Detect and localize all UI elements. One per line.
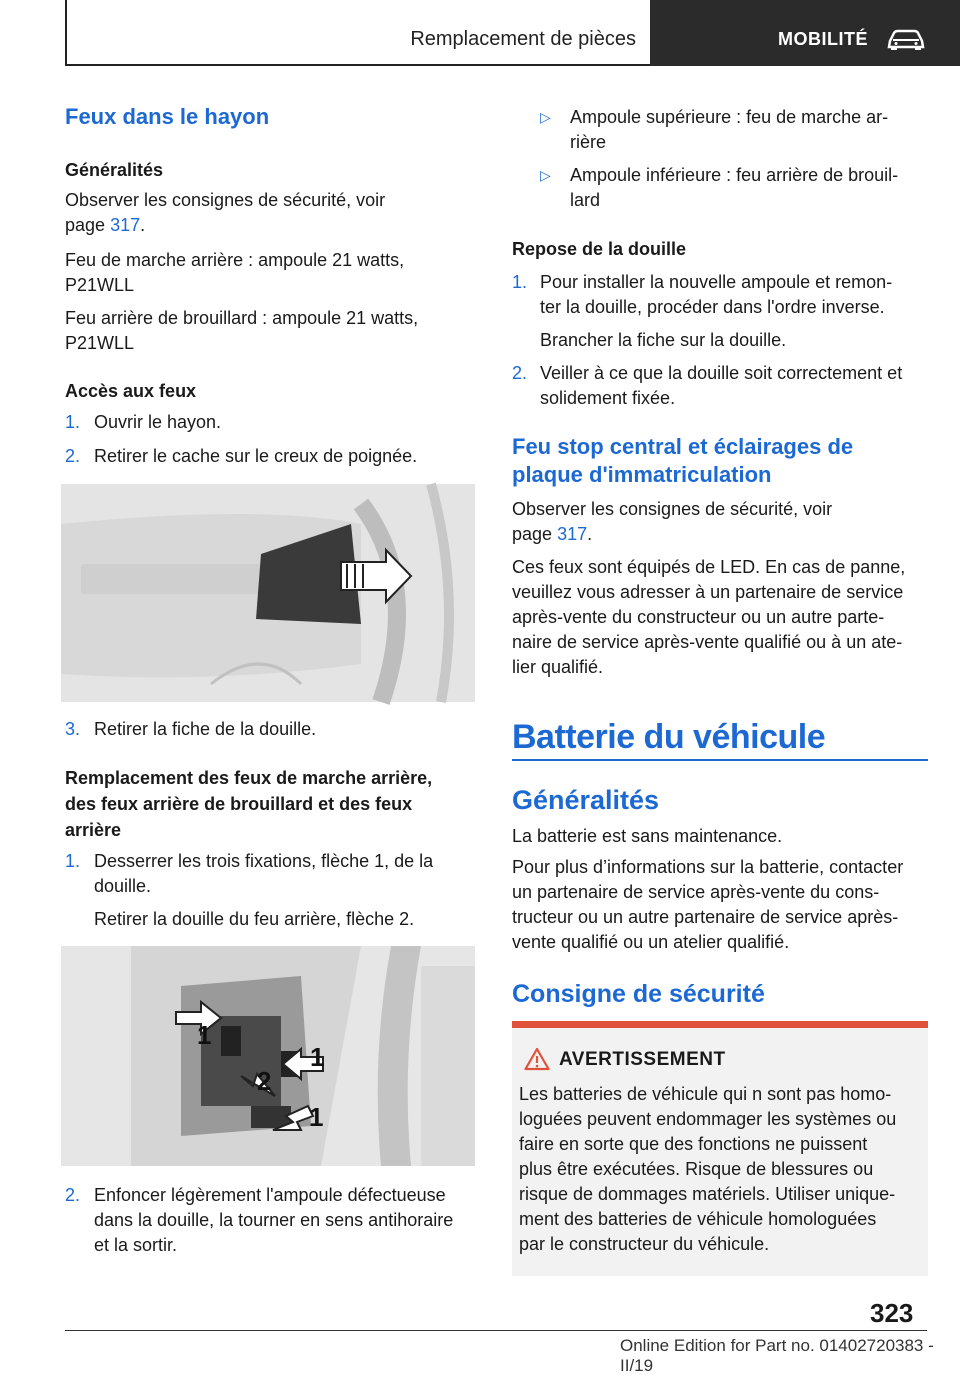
- car-icon: [886, 27, 926, 51]
- battery-general-heading: Généralités: [512, 785, 660, 815]
- replace-step2-l3: et la sortir.: [94, 1235, 178, 1255]
- replace-heading-l1: Remplacement des feux de marche arrière,: [65, 768, 433, 788]
- figure-bulb-socket: [61, 946, 475, 1166]
- warning-line: ment des batteries de véhicule homologuées: [519, 1209, 877, 1229]
- header-chapter-label: MOBILITÉ: [778, 29, 868, 49]
- header-left-rule: [65, 0, 67, 66]
- footer-edition: Online Edition for Part no. 01402720383 - II/19: [620, 1336, 934, 1375]
- stop-led-line: lier qualifié.: [512, 657, 604, 677]
- warning-line: faire en sorte que des fonctions ne puissent: [519, 1134, 868, 1154]
- figure-label-arrow1: 1: [310, 1042, 325, 1072]
- battery-info-line: un partenaire de service après-vente du cons-: [512, 882, 880, 902]
- page-number: 323: [870, 1298, 914, 1328]
- repose-step1-l1: Pour installer la nouvelle ampoule et remon-: [540, 272, 893, 292]
- repose-heading: Repose de la douille: [512, 239, 687, 259]
- battery-info-line: tructeur ou un autre partenaire de service après-: [512, 907, 899, 927]
- safety-text: Observer les consignes de sécurité, voir: [65, 190, 386, 210]
- repose-step1-l2: ter la douille, procéder dans l'ordre inverse.: [540, 297, 885, 317]
- stop-led-line: naire de service après-vente qualifié ou à un ate-: [512, 632, 903, 652]
- repose-step2-l1: Veiller à ce que la douille soit correctement et: [540, 363, 903, 383]
- bullet-triangle-icon: ▷: [540, 109, 551, 125]
- footer-rule: [65, 1330, 927, 1331]
- replace-step2-l1: Enfoncer légèrement l'ampoule défectueuse: [94, 1185, 446, 1205]
- bullet-l2: lard: [570, 190, 601, 210]
- access-heading: Accès aux feux: [65, 381, 197, 401]
- warning-line: Les batteries de véhicule qui n sont pas homo-: [519, 1084, 892, 1104]
- header-bottom-rule: [65, 64, 650, 66]
- header-section-title: Remplacement de pièces: [410, 28, 636, 50]
- safety-heading: Consigne de sécurité: [512, 980, 765, 1008]
- replace-step1-l1: Desserrer les trois fixations, flèche 1, de la: [94, 851, 434, 871]
- replace-step2-l2: dans la douille, la tourner en sens antihoraire: [94, 1210, 454, 1230]
- stop-safety-text: Observer les consignes de sécurité, voir: [512, 499, 833, 519]
- bullet-triangle-icon: ▷: [540, 167, 551, 183]
- warning-box: [512, 1021, 928, 1276]
- warning-line: par le constructeur du véhicule.: [519, 1234, 770, 1254]
- access-step-text: Ouvrir le hayon.: [94, 412, 222, 432]
- replace-step2-num: 2.: [65, 1185, 81, 1205]
- handle-cover-illustration: [61, 484, 475, 702]
- access-step-text: Retirer le cache sur le creux de poignée.: [94, 446, 418, 466]
- step3-text: Retirer la fiche de la douille.: [94, 719, 317, 739]
- warning-title: AVERTISSEMENT: [559, 1049, 726, 1070]
- reverse-light-spec-l1: Feu de marche arrière : ampoule 21 watts,: [65, 250, 405, 270]
- step3-num: 3.: [65, 719, 81, 739]
- stop-safety-page-line: [512, 522, 592, 547]
- battery-maintenance-text: La batterie est sans maintenance.: [512, 826, 783, 846]
- warning-line: plus être exécutées. Risque de blessures ou: [519, 1159, 874, 1179]
- section-heading: Feux dans le hayon: [65, 104, 270, 129]
- repose-step1-num: 1.: [512, 272, 528, 292]
- period: .: [140, 215, 146, 235]
- figure-handle-cover: [61, 484, 475, 702]
- warning-triangle-icon: [524, 1047, 550, 1071]
- replace-step1-l3: Retirer la douille du feu arrière, flèche 2.: [94, 909, 415, 929]
- replace-step1-num: 1.: [65, 851, 81, 871]
- fog-light-spec-l2: P21WLL: [65, 333, 135, 353]
- battery-info-line: Pour plus d’informations sur la batterie, contacter: [512, 857, 904, 877]
- repose-step2-num: 2.: [512, 363, 528, 383]
- battery-info-line: vente qualifié ou un atelier qualifié.: [512, 932, 790, 952]
- safety-page-line: [65, 213, 145, 238]
- safety-page-prefix: page: [65, 215, 106, 235]
- figure-label-arrow1: 1: [309, 1102, 324, 1132]
- bullet-l1: Ampoule supérieure : feu de marche ar-: [570, 107, 889, 127]
- stop-led-line: après-vente du constructeur ou un autre parte-: [512, 607, 885, 627]
- warning-line: loguées peuvent endommager les systèmes ou: [519, 1109, 897, 1129]
- stop-page-link[interactable]: 317: [557, 524, 588, 544]
- bullet-l2: rière: [570, 132, 607, 152]
- stop-led-line: Ces feux sont équipés de LED. En cas de panne,: [512, 557, 906, 577]
- repose-step2-l2: solidement fixée.: [540, 388, 676, 408]
- replace-step1-l2: douille.: [94, 876, 152, 896]
- access-step-num: 1.: [65, 412, 81, 432]
- bullet-l1: Ampoule inférieure : feu arrière de brouil-: [570, 165, 899, 185]
- figure-label-arrow2: 2: [257, 1066, 272, 1096]
- safety-page-link[interactable]: 317: [110, 215, 141, 235]
- replace-heading-l3: arrière: [65, 820, 122, 840]
- battery-title-rule: [512, 759, 928, 761]
- repose-step1-l3: Brancher la fiche sur la douille.: [540, 330, 787, 350]
- general-heading: Généralités: [65, 160, 164, 180]
- fog-light-spec-l1: Feu arrière de brouillard : ampoule 21 watts,: [65, 308, 419, 328]
- replace-heading-l2: des feux arrière de brouillard et des feux: [65, 794, 413, 814]
- period: .: [587, 524, 593, 544]
- warning-line: risque de dommages matériels. Utiliser unique-: [519, 1184, 896, 1204]
- battery-title: Batterie du véhicule: [512, 718, 826, 756]
- figure-label-arrow1: 1: [197, 1020, 212, 1050]
- stop-page-prefix: page: [512, 524, 553, 544]
- stop-heading-l2: plaque d'immatriculation: [512, 462, 772, 487]
- bulb-socket-illustration: [61, 946, 475, 1166]
- reverse-light-spec-l2: P21WLL: [65, 275, 135, 295]
- header-chapter-tab: [650, 0, 960, 66]
- access-step-num: 2.: [65, 446, 81, 466]
- stop-heading-l1: Feu stop central et éclairages de: [512, 434, 854, 459]
- stop-led-line: veuillez vous adresser à un partenaire de service: [512, 582, 904, 602]
